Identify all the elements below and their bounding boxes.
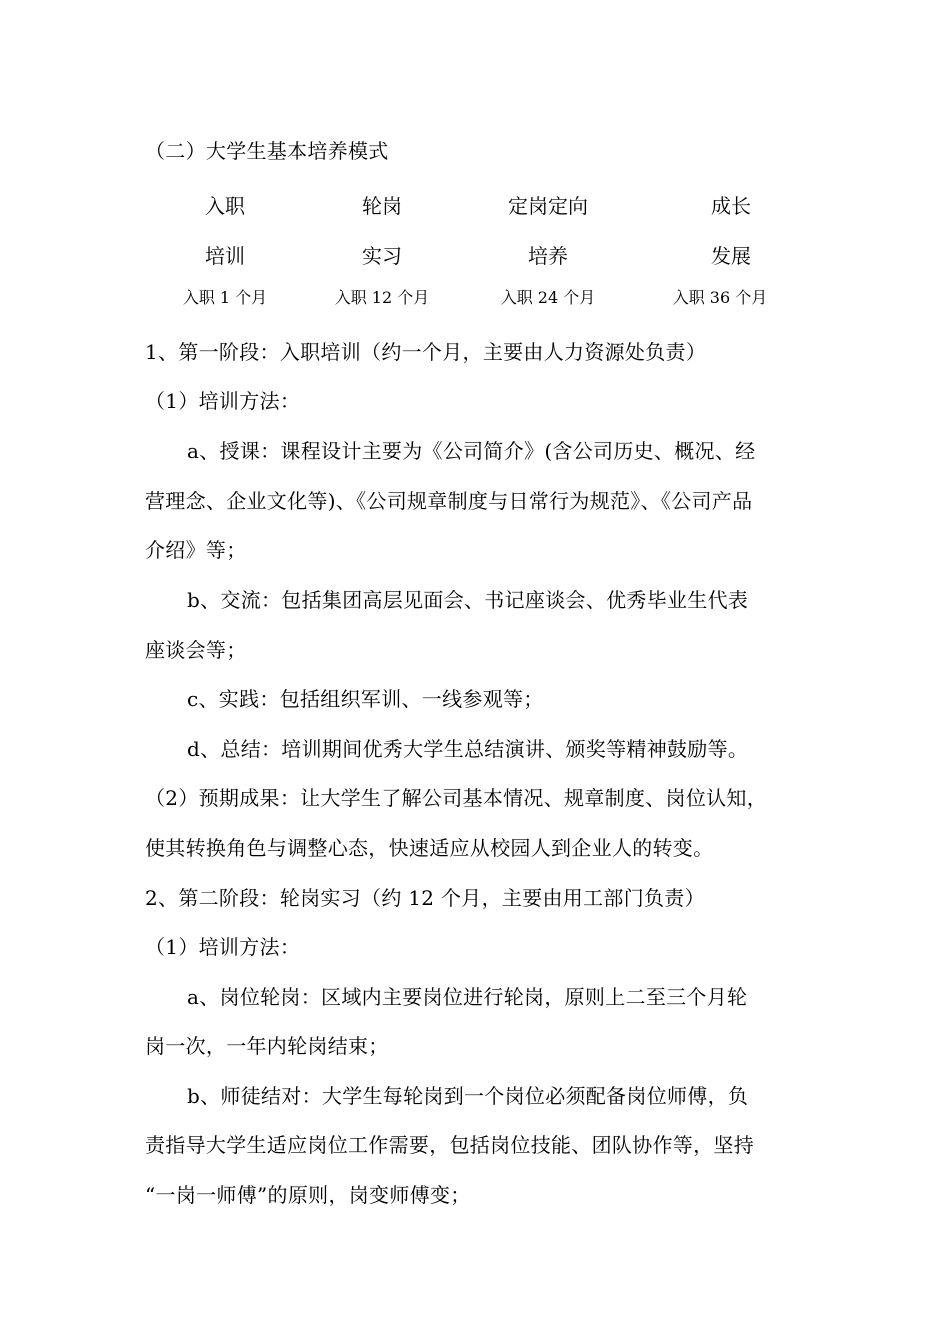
stage-4-line2: 发展 <box>711 244 751 268</box>
stage-2-duration: 入职 12 个月 <box>334 288 430 307</box>
stage-3-duration: 入职 24 个月 <box>500 288 596 307</box>
stage-4-duration: 入职 36 个月 <box>672 288 768 307</box>
paragraph-line: a、岗位轮岗：区域内主要岗位进行轮岗，原则上二至三个月轮 <box>187 985 748 1009</box>
paragraph-line: “一岗一师傅”的原则，岗变师傅变； <box>145 1183 471 1207</box>
expected-results-line: （2）预期成果：让大学生了解公司基本情况、规章制度、岗位认知， <box>145 786 768 810</box>
training-methods-heading: （1）培训方法： <box>145 935 301 959</box>
paragraph-line: c、实践：包括组织军训、一线参观等； <box>187 687 544 711</box>
paragraph-line: d、总结：培训期间优秀大学生总结演讲、颁奖等精神鼓励等。 <box>187 737 749 761</box>
paragraph-line: b、师徒结对：大学生每轮岗到一个岗位必须配备岗位师傅，负 <box>187 1084 749 1108</box>
stage-1-duration: 入职 1 个月 <box>182 288 268 307</box>
section-title: （二）大学生基本培养模式 <box>145 139 389 163</box>
paragraph-line: b、交流：包括集团高层见面会、书记座谈会、优秀毕业生代表 <box>187 588 749 612</box>
paragraph-line: a、授课：课程设计主要为《公司简介》(含公司历史、概况、经 <box>187 439 756 463</box>
stage-2-line1: 轮岗 <box>362 194 402 218</box>
training-methods-heading: （1）培训方法： <box>145 389 301 413</box>
stage-3-line2: 培养 <box>528 244 568 268</box>
paragraph-line: 使其转换角色与调整心态，快速适应从校园人到企业人的转变。 <box>145 836 714 860</box>
stage-2-line2: 实习 <box>362 244 402 268</box>
paragraph-line: 座谈会等； <box>145 638 247 662</box>
stage-one-heading: 1、第一阶段：入职培训（约一个月，主要由人力资源处负责） <box>145 340 707 364</box>
paragraph-line: 岗一次，一年内轮岗结束； <box>145 1034 389 1058</box>
stage-4-line1: 成长 <box>711 194 751 218</box>
stage-1-line1: 入职 <box>205 194 245 218</box>
paragraph-line: 营理念、企业文化等)、《公司规章制度与日常行为规范》、《公司产品 <box>145 489 753 513</box>
stage-3-line1: 定岗定向 <box>508 194 588 218</box>
stage-1-line2: 培训 <box>205 244 245 268</box>
paragraph-line: 责指导大学生适应岗位工作需要，包括岗位技能、团队协作等，坚持 <box>145 1133 754 1157</box>
paragraph-line: 介绍》等； <box>145 538 247 562</box>
stage-two-heading: 2、第二阶段：轮岗实习（约 12 个月，主要由用工部门负责） <box>145 886 705 910</box>
